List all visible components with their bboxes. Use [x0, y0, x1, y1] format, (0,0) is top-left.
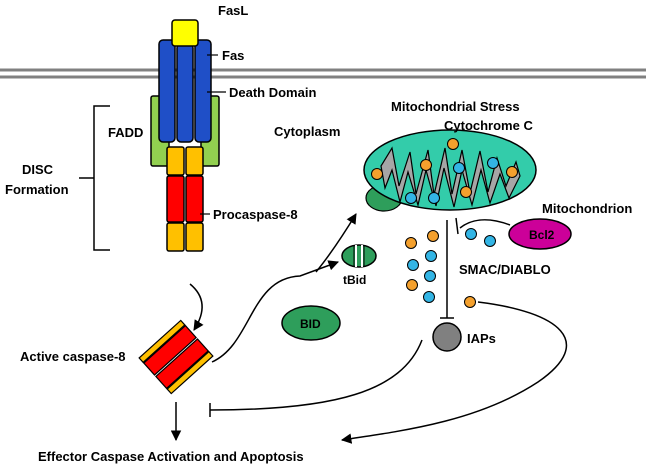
fadd-label: FADD — [108, 125, 144, 140]
fasl-label: FasL — [218, 3, 249, 18]
tbid-label: tBid — [343, 273, 367, 287]
smac-diablo-label: SMAC/DIABLO — [459, 262, 551, 277]
cytoplasm-label: Cytoplasm — [274, 124, 341, 139]
bid-label: BID — [300, 317, 321, 331]
fas-receptor — [159, 40, 211, 142]
death-domain-label: Death Domain — [229, 85, 317, 100]
tbid-protein — [342, 245, 376, 267]
disc-bracket — [79, 106, 110, 250]
fasl-ligand — [172, 20, 198, 46]
procaspase-8 — [167, 147, 203, 251]
mitochondrial-stress-label: Mitochondrial Stress — [391, 99, 520, 114]
active-caspase-8-label: Active caspase-8 — [20, 349, 126, 364]
disc-label: DISC — [22, 162, 54, 177]
iaps-label: IAPs — [467, 331, 496, 346]
active-caspase-8 — [139, 320, 213, 393]
mitochondrion-label: Mitochondrion — [542, 201, 633, 216]
arrow-disc-to-active — [190, 284, 202, 330]
cell-membrane — [0, 70, 646, 77]
inhibit-iaps-to-caspase — [210, 340, 422, 410]
inhibit-bcl2-to-mito — [460, 220, 510, 228]
effector-caspase-label: Effector Caspase Activation and Apoptosis — [38, 449, 304, 464]
arrow-mito-to-effector — [342, 302, 566, 440]
bcl2-label: Bcl2 — [529, 228, 555, 242]
iaps-protein — [433, 323, 461, 351]
cytochrome-c-label: Cytochrome C — [444, 118, 533, 133]
formation-label: Formation — [5, 182, 69, 197]
fas-label: Fas — [222, 48, 245, 63]
procaspase-8-label: Procaspase-8 — [213, 207, 298, 222]
